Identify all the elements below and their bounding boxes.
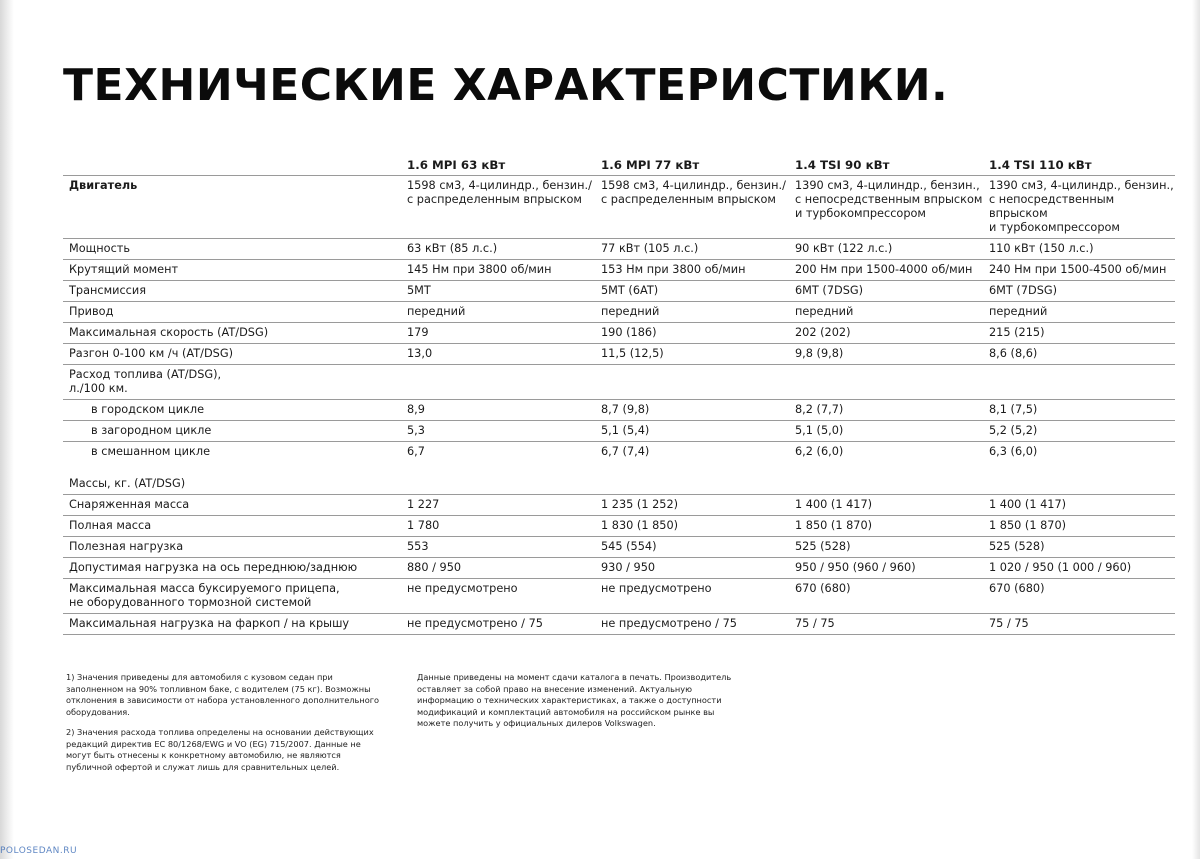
page-title: ТЕХНИЧЕСКИЕ ХАРАКТЕРИСТИКИ. <box>63 60 949 111</box>
row-label: Полная масса <box>63 516 401 537</box>
cell-value: 5MT <box>401 281 595 302</box>
cell-value: 240 Нм при 1500-4500 об/мин <box>983 260 1175 281</box>
cell-value: 8,1 (7,5) <box>983 400 1175 421</box>
cell-value: 5,1 (5,4) <box>595 421 789 442</box>
cell-value <box>983 365 1175 400</box>
row-label: Двигатель <box>63 176 401 239</box>
table-row <box>63 495 1175 516</box>
table-row <box>63 558 1175 579</box>
footnotes-right <box>417 672 747 730</box>
cell-value: 880 / 950 <box>401 558 595 579</box>
row-label: в загородном цикле <box>63 421 401 442</box>
cell-value: 200 Нм при 1500-4000 об/мин <box>789 260 983 281</box>
row-label: Трансмиссия <box>63 281 401 302</box>
column-header: 1.4 TSI 110 кВт <box>989 158 1092 172</box>
column-header <box>63 152 401 176</box>
cell-value: 110 кВт (150 л.с.) <box>983 239 1175 260</box>
cell-value: 8,6 (8,6) <box>983 344 1175 365</box>
cell-value: 8,2 (7,7) <box>789 400 983 421</box>
table-row <box>63 516 1175 537</box>
cell-value <box>595 365 789 400</box>
cell-value: 1 400 (1 417) <box>789 495 983 516</box>
row-label: Разгон 0-100 км /ч (AT/DSG) <box>63 344 401 365</box>
cell-value <box>595 462 789 474</box>
row-label: Массы, кг. (AT/DSG) <box>69 477 186 490</box>
cell-value: передний <box>595 302 789 323</box>
row-label: Максимальная нагрузка на фаркоп / на крышу <box>63 614 401 635</box>
disclaimer: Данные приведены на момент сдачи каталога в печать. Производитель оставляет за собой право на внесение изменений. Актуальную информацию о технических характеристиках, а также о доступности модификаций и комплектаций автомобиля на российском рынке вы можете получить у официальных дилеров Volkswagen. <box>417 672 732 728</box>
footnotes-left <box>66 672 386 782</box>
row-label: Полезная нагрузка <box>63 537 401 558</box>
cell-value: 6,7 (7,4) <box>595 442 789 463</box>
cell-value: 1598 см3, 4-цилиндр., бензин./ с распределенным впрыском <box>401 176 595 239</box>
cell-value: передний <box>983 302 1175 323</box>
row-label: Максимальная масса буксируемого прицепа, не оборудованного тормозной системой <box>63 579 401 614</box>
cell-value: 1 400 (1 417) <box>983 495 1175 516</box>
row-label: Максимальная скорость (AT/DSG) <box>63 323 401 344</box>
cell-value: 525 (528) <box>789 537 983 558</box>
table-row <box>63 474 1175 495</box>
cell-value <box>595 474 789 495</box>
table-row <box>63 365 1175 400</box>
row-label: Мощность <box>63 239 401 260</box>
table-row <box>63 579 1175 614</box>
row-label: Допустимая нагрузка на ось переднюю/заднюю <box>63 558 401 579</box>
column-header: 1.4 TSI 90 кВт <box>795 158 890 172</box>
table-row <box>63 614 1175 635</box>
cell-value: 1598 см3, 4-цилиндр., бензин./ с распределенным впрыском <box>595 176 789 239</box>
cell-value <box>983 474 1175 495</box>
cell-value: 1390 см3, 4-цилиндр., бензин., с непосредственным впрыском и турбокомпрессором <box>983 176 1175 239</box>
cell-value <box>789 365 983 400</box>
cell-value: 179 <box>401 323 595 344</box>
cell-value: 75 / 75 <box>789 614 983 635</box>
cell-value: 670 (680) <box>789 579 983 614</box>
footnote: 2) Значения расхода топлива определены на основании действующих редакций директив EC 80/1268/EWG и VO (EG) 715/2007. Данные не могут быть отнесены к конкретному автомобилю, не являются публичной офертой и служат лишь для сравнительных целей. <box>66 727 374 772</box>
cell-value: не предусмотрено / 75 <box>401 614 595 635</box>
cell-value: 8,7 (9,8) <box>595 400 789 421</box>
cell-value: не предусмотрено / 75 <box>595 614 789 635</box>
cell-value: 5,3 <box>401 421 595 442</box>
cell-value: 75 / 75 <box>983 614 1175 635</box>
table-row <box>63 421 1175 442</box>
cell-value: 1 227 <box>401 495 595 516</box>
cell-value: передний <box>401 302 595 323</box>
table-row <box>63 400 1175 421</box>
specs-table-body <box>63 176 1175 635</box>
cell-value: передний <box>789 302 983 323</box>
cell-value <box>401 462 595 474</box>
footnote: 1) Значения приведены для автомобиля с кузовом седан при заполненном на 90% топливном баке, с водителем (75 кг). Возможны отклонения в зависимости от набора установленного дополнительного оборудования. <box>66 672 380 717</box>
row-label <box>63 462 401 474</box>
column-header: 1.6 MPI 77 кВт <box>601 158 700 172</box>
cell-value: 215 (215) <box>983 323 1175 344</box>
table-row <box>63 281 1175 302</box>
row-label: Расход топлива (AT/DSG), л./100 км. <box>63 365 401 400</box>
cell-value <box>789 462 983 474</box>
page-edge-right <box>1192 0 1200 859</box>
cell-value: 11,5 (12,5) <box>595 344 789 365</box>
cell-value: 930 / 950 <box>595 558 789 579</box>
cell-value: 1390 см3, 4-цилиндр., бензин., с непосредственным впрыском и турбокомпрессором <box>789 176 983 239</box>
cell-value: 5MT (6AT) <box>595 281 789 302</box>
table-row <box>63 344 1175 365</box>
cell-value: 6,7 <box>401 442 595 463</box>
cell-value: не предусмотрено <box>401 579 595 614</box>
watermark: POLOSEDAN.RU <box>0 846 78 856</box>
cell-value: 6MT (7DSG) <box>983 281 1175 302</box>
cell-value: 202 (202) <box>789 323 983 344</box>
cell-value: 8,9 <box>401 400 595 421</box>
cell-value <box>789 474 983 495</box>
cell-value: 545 (554) <box>595 537 789 558</box>
specs-table <box>63 152 1175 635</box>
row-label: в городском цикле <box>63 400 401 421</box>
table-row <box>63 260 1175 281</box>
cell-value: 63 кВт (85 л.с.) <box>401 239 595 260</box>
table-row <box>63 537 1175 558</box>
cell-value: 13,0 <box>401 344 595 365</box>
cell-value: 6MT (7DSG) <box>789 281 983 302</box>
cell-value: 6,3 (6,0) <box>983 442 1175 463</box>
cell-value: 5,1 (5,0) <box>789 421 983 442</box>
cell-value: 190 (186) <box>595 323 789 344</box>
cell-value: 950 / 950 (960 / 960) <box>789 558 983 579</box>
table-row <box>63 442 1175 463</box>
cell-value: 9,8 (9,8) <box>789 344 983 365</box>
cell-value: 1 235 (1 252) <box>595 495 789 516</box>
table-header-row <box>63 152 1175 176</box>
table-row <box>63 239 1175 260</box>
column-header: 1.6 MPI 63 кВт <box>407 158 506 172</box>
table-row <box>63 323 1175 344</box>
row-label: в смешанном цикле <box>63 442 401 463</box>
row-label: Крутящий момент <box>63 260 401 281</box>
cell-value: 77 кВт (105 л.с.) <box>595 239 789 260</box>
cell-value: 1 850 (1 870) <box>789 516 983 537</box>
page-edge-shadow <box>0 0 14 859</box>
cell-value: 1 850 (1 870) <box>983 516 1175 537</box>
row-label: Привод <box>63 302 401 323</box>
cell-value: 153 Нм при 3800 об/мин <box>595 260 789 281</box>
table-row <box>63 462 1175 474</box>
cell-value: не предусмотрено <box>595 579 789 614</box>
cell-value: 1 780 <box>401 516 595 537</box>
cell-value <box>401 474 595 495</box>
cell-value: 553 <box>401 537 595 558</box>
table-row <box>63 176 1175 239</box>
cell-value: 525 (528) <box>983 537 1175 558</box>
cell-value <box>983 462 1175 474</box>
cell-value: 145 Нм при 3800 об/мин <box>401 260 595 281</box>
cell-value: 6,2 (6,0) <box>789 442 983 463</box>
cell-value <box>401 365 595 400</box>
cell-value: 1 830 (1 850) <box>595 516 789 537</box>
cell-value: 90 кВт (122 л.с.) <box>789 239 983 260</box>
cell-value: 5,2 (5,2) <box>983 421 1175 442</box>
cell-value: 1 020 / 950 (1 000 / 960) <box>983 558 1175 579</box>
table-row <box>63 302 1175 323</box>
row-label: Снаряженная масса <box>63 495 401 516</box>
cell-value: 670 (680) <box>983 579 1175 614</box>
